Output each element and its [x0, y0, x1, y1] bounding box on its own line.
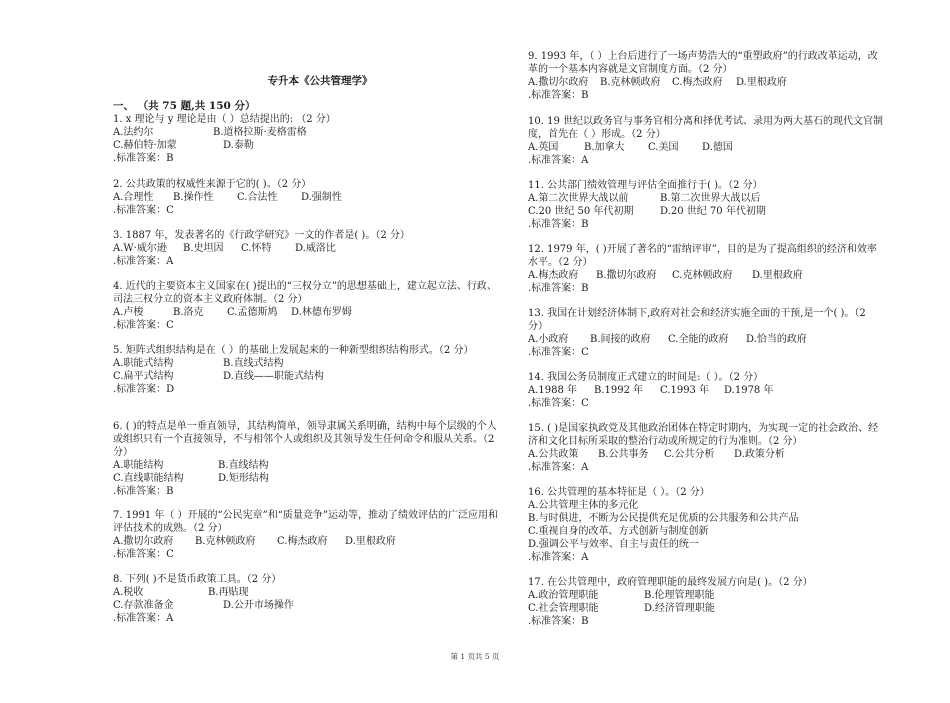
option-b: B.道格拉斯·麦格雷格	[213, 127, 307, 138]
option-d: D.强调公平与效率、自主与责任的统一	[528, 539, 699, 550]
option-row	[528, 525, 883, 538]
option-b: B.克林顿政府	[600, 77, 661, 88]
option-row	[113, 586, 498, 599]
answer-key: .标准答案：B	[528, 283, 589, 294]
page-footer: 第 1 页共 5 页	[450, 652, 500, 661]
question-5	[113, 344, 498, 396]
option-a: A.职能结构	[113, 460, 164, 471]
option-c: C.梅杰政府	[672, 77, 723, 88]
question-stem: 5. 矩阵式组织结构是在（ ）的基础上发展起来的一种新型组织结构形式。（2 分）	[113, 345, 474, 356]
question-8	[113, 573, 498, 625]
answer-key: .标准答案：D	[113, 384, 175, 395]
question-stem: 9. 1993 年，（ ）上台后进行了一场声势浩大的“重塑政府”的行政改革运动，改革的一个基本内容就是文官制度方面。（2 分）	[528, 51, 878, 75]
option-c: C.孟德斯鸠	[227, 307, 278, 318]
option-d: D.1978 年	[724, 385, 774, 396]
option-a: A.梅杰政府	[528, 270, 579, 281]
question-stem: 7. 1991 年（ ）开展的“公民宪章”和“质量竞争”运动等，推动了绩效评估的广泛应用和评估技术的成熟。（2 分）	[113, 510, 498, 534]
option-row	[113, 306, 498, 319]
option-row	[528, 269, 883, 282]
answer-key: .标准答案：A	[528, 462, 589, 473]
question-2	[113, 178, 498, 217]
option-a: A.公共政策	[528, 449, 579, 460]
question-stem: 16. 公共管理的基本特征是（ ）。（2 分）	[528, 487, 710, 498]
option-row	[113, 126, 498, 139]
option-b: B.间接的政府	[590, 334, 651, 345]
question-stem: 11. 公共部门绩效管理与评估全面推行于( )。（2 分）	[528, 180, 763, 191]
option-row	[528, 384, 883, 397]
question-stem: 13. 我国在计划经济体制下,政府对社会和经济实施全面的干预,是一个( )。（2 分）	[528, 308, 866, 332]
option-row	[113, 459, 498, 472]
question-12	[528, 243, 883, 295]
option-row	[528, 602, 883, 615]
answer-key: .标准答案：B	[528, 616, 589, 627]
option-c: C.怀特	[241, 243, 272, 254]
answer-key: .标准答案：B	[113, 153, 174, 164]
option-row	[113, 191, 498, 204]
option-a: A.税收	[113, 587, 144, 598]
option-b: B.洛克	[173, 307, 204, 318]
question-10	[528, 115, 883, 167]
option-b: B.撒切尔政府	[596, 270, 657, 281]
option-b: B.伦理管理职能	[644, 590, 715, 601]
question-11	[528, 179, 883, 231]
option-d: D.里根政府	[736, 77, 787, 88]
question-16	[528, 486, 883, 564]
option-row	[113, 357, 498, 370]
question-stem: 3. 1887 年，发表著名的《行政学研究》一文的作者是( )。（2 分）	[113, 230, 410, 241]
option-c: C.全能的政府	[668, 334, 729, 345]
question-stem: 12. 1979 年，( )开展了著名的“雷纳评审”，目的是为了提高组织的经济和效率水平。（2 分）	[528, 244, 877, 268]
option-d: D.公开市场操作	[223, 600, 294, 611]
option-a: A.撒切尔政府	[528, 77, 589, 88]
answer-key: .标准答案：A	[528, 552, 589, 563]
option-d: D.20 世纪 70 年代初期	[660, 206, 766, 217]
option-c: C.美国	[648, 142, 679, 153]
answer-key: .标准答案：A	[113, 256, 174, 267]
option-c: C.克林顿政府	[672, 270, 733, 281]
option-c: C.公共分析	[664, 449, 715, 460]
option-d: D.里根政府	[752, 270, 803, 281]
option-b: B.再贴现	[208, 587, 249, 598]
option-a: A.职能式结构	[113, 358, 174, 369]
option-a: A.小政府	[528, 334, 569, 345]
option-b: B.公共事务	[598, 449, 649, 460]
option-row	[113, 242, 498, 255]
option-d: D.经济管理职能	[644, 603, 715, 614]
answer-key: .标准答案：B	[113, 486, 174, 497]
answer-key: .标准答案：B	[528, 90, 589, 101]
option-c: C.1993 年	[660, 385, 710, 396]
question-15	[528, 422, 883, 474]
option-b: B.1992 年	[594, 385, 644, 396]
question-17	[528, 576, 883, 628]
option-row	[528, 76, 883, 89]
option-a: A.英国	[528, 142, 559, 153]
option-row	[113, 139, 498, 152]
question-stem: 6. ( )的特点是单一垂直领导，其结构简单，领导隶属关系明确，结构中每个层级的个人或组织只有一个直接领导，不与相邻个人或组织及其领导发生任何命令和服从关系。（2 分）	[113, 421, 497, 458]
option-row	[113, 599, 498, 612]
doc-title: 专升本《公共管理学》	[267, 75, 373, 87]
option-c: C.存款准备金	[113, 600, 174, 611]
option-d: D.政策分析	[734, 449, 785, 460]
question-9	[528, 50, 883, 102]
question-stem: 8. 下列( )不是货币政策工具。（2 分）	[113, 574, 282, 585]
option-a: A.卢梭	[113, 307, 144, 318]
option-a: A.第二次世界大战以前	[528, 193, 629, 204]
answer-key: .标准答案：A	[113, 613, 174, 624]
answer-key: .标准答案：C	[528, 347, 589, 358]
option-a: A.政治管理职能	[528, 590, 599, 601]
option-d: D.泰勒	[223, 140, 254, 151]
answer-key: .标准答案：C	[528, 398, 589, 409]
answer-key: .标准答案：C	[113, 320, 174, 331]
question-stem: 14. 我国公务员制度正式建立的时间是:（ ）。（2 分）	[528, 372, 764, 383]
option-a: A.撒切尔政府	[113, 536, 174, 547]
option-row	[113, 535, 498, 548]
option-row	[528, 538, 883, 551]
option-a: A.法约尔	[113, 127, 154, 138]
option-row	[528, 205, 883, 218]
option-d: D.林德布罗姆	[291, 307, 352, 318]
option-row	[528, 448, 883, 461]
option-row	[113, 472, 498, 485]
question-1	[113, 113, 498, 165]
section-heading: 一、 （共 75 题,共 150 分）	[113, 100, 256, 112]
option-row	[528, 589, 883, 602]
option-b: B.与时俱进，不断为公民提供充足优质的公共服务和公共产品	[528, 513, 799, 524]
question-stem: 10. 19 世纪以政务官与事务官相分离和择优考试、录用为两大基石的现代文官制度，首先在（ ）形成。（2 分）	[528, 116, 883, 140]
option-c: C.社会管理职能	[528, 603, 599, 614]
option-d: D.里根政府	[345, 536, 396, 547]
question-stem: 17. 在公共管理中，政府管理职能的最终发展方向是( )。（2 分）	[528, 577, 813, 588]
question-13	[528, 307, 883, 359]
question-6	[113, 420, 498, 498]
question-stem: 1. x 理论与 y 理论是由（ ）总结提出的: （2 分）	[113, 114, 336, 125]
option-a: A.W·威尔逊	[113, 243, 167, 254]
option-d: D.恰当的政府	[746, 334, 807, 345]
option-a: A.公共管理主体的多元化	[528, 500, 639, 511]
option-b: B.操作性	[173, 192, 214, 203]
answer-key: .标准答案：C	[113, 205, 174, 216]
question-stem: 4. 近代的主要资本主义国家在( )提出的“三权分立”的思想基础上，建立起立法、行政、司法三权分立的资本主义政府体制。（2 分）	[113, 281, 497, 305]
option-c: C.梅杰政府	[277, 536, 328, 547]
option-b: B.第二次世界大战以后	[660, 193, 761, 204]
question-3	[113, 229, 498, 268]
question-stem: 2. 公共政策的权威性来源于它的( )。（2 分）	[113, 179, 312, 190]
option-row	[528, 192, 883, 205]
question-stem: 15. ( )是国家执政党及其他政治团体在特定时期内，为实现一定的社会政治、经济和文化目标所采取的整治行动或所规定的行为准则。（2 分）	[528, 423, 879, 447]
option-row	[528, 499, 883, 512]
option-b: B.加拿大	[584, 142, 625, 153]
option-d: D.德国	[702, 142, 733, 153]
option-c: C.合法性	[237, 192, 278, 203]
option-d: D.直线——职能式结构	[223, 371, 324, 382]
option-d: D.威洛比	[295, 243, 336, 254]
option-a: A.1988 年	[528, 385, 578, 396]
question-4	[113, 280, 498, 332]
option-c: C.重视自身的改革、方式创新与制度创新	[528, 526, 709, 537]
option-row	[528, 141, 883, 154]
option-c: C.直线职能结构	[113, 473, 184, 484]
option-b: B.直线结构	[218, 460, 269, 471]
answer-key: .标准答案：B	[528, 219, 589, 230]
question-14	[528, 371, 883, 410]
option-c: C.扁平式结构	[113, 371, 174, 382]
option-c: C.赫伯特·加蒙	[113, 140, 177, 151]
option-d: D.矩形结构	[218, 473, 269, 484]
option-b: B.克林顿政府	[195, 536, 256, 547]
option-a: A.合理性	[113, 192, 154, 203]
option-row	[528, 333, 883, 346]
option-row	[528, 512, 883, 525]
answer-key: .标准答案：C	[113, 549, 174, 560]
option-d: D.强制性	[301, 192, 342, 203]
option-row	[113, 370, 498, 383]
option-c: C.20 世纪 50 年代初期	[528, 206, 634, 217]
answer-key: .标准答案：A	[528, 155, 589, 166]
option-b: B.直线式结构	[223, 358, 284, 369]
option-b: B.史坦因	[183, 243, 224, 254]
question-7	[113, 509, 498, 561]
